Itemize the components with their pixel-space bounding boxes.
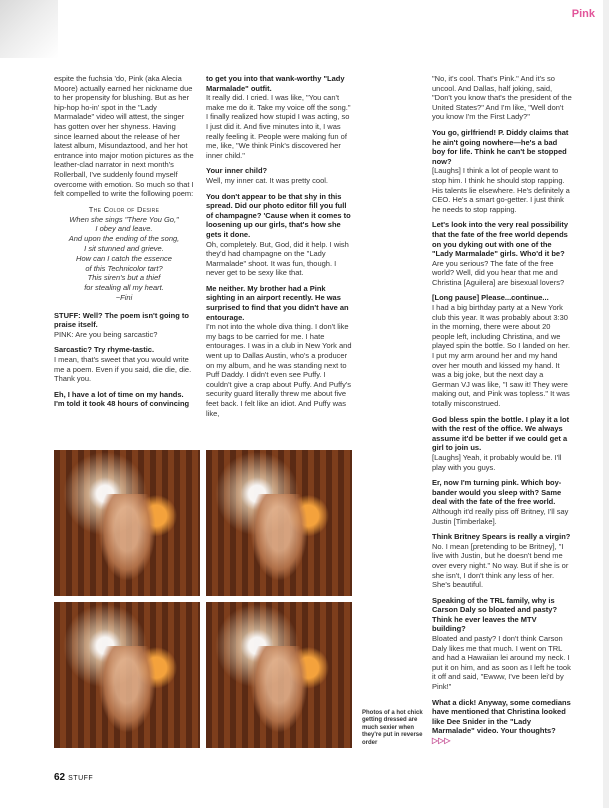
page-number: 62 (54, 772, 66, 783)
column-3 (432, 74, 572, 746)
answer: I'm not into the whole diva thing. I don't like my bags to be carried for me. I hate entourages. I was in a club in New York and went up to Dallas Austin, who's a producer on my album, and he was standing next to Puff Daddy. I didn't even see Puffy. I couldn't give a crap about Puffy. And Puffy's security guard literally threw me about five feet back. I felt like an idiot. And Puffy was like, (206, 322, 352, 418)
question-text: What a dick! Anyway, some comedians have mentioned that Christina looked like Dee Snider in the "Lady Marmalade" video. Your thoughts? (432, 697, 571, 736)
poem-line: for stealing all my heart. (84, 283, 164, 293)
photo-4 (206, 602, 352, 748)
magazine-name: STUFF (68, 775, 94, 782)
answer: PINK: Are you being sarcastic? (54, 329, 158, 339)
question: God bless spin the bottle. I play it a lot with the rest of the office. We always assume it'd be better if we could get a girl to join us. (432, 414, 570, 453)
poem-line: I obey and leave. (95, 224, 153, 234)
question: Sarcastic? Try rhyme-tastic. (54, 345, 155, 355)
photo-grid (54, 450, 352, 748)
poem-title: The Color of Desire (88, 204, 160, 214)
photo-3 (54, 602, 200, 748)
page-folio (54, 772, 93, 783)
photo-1 (54, 450, 200, 596)
answer: Oh, completely. But, God, did it help. I wish they'd had champagne on the "Lady Marmalade" shoot. It was fun, though. I never get to be sexy like that. (206, 239, 349, 278)
answer: Well, my inner cat. It was pretty cool. (206, 175, 328, 185)
answer: No. I mean [pretending to be Britney], "I live with Justin, but he doesn't bend me over every night." No way. But if she is or she isn't, I don't think any less of her. She's beautiful. (432, 541, 569, 590)
poem (54, 205, 194, 303)
poem-line: How can I catch the essence (76, 253, 172, 263)
continue-arrow-icon: ▷▷▷ (432, 736, 451, 745)
poem-line: And upon the ending of the song, (68, 234, 180, 244)
poem-line: When she sings "There You Go," (69, 214, 179, 224)
question: Let's look into the very real possibility that the fate of the free world depends on you dyking out with one of the "Lady Marmalade" girls. Who'd it be? (432, 220, 568, 259)
question: [Long pause] Please...continue... (432, 293, 549, 303)
question: Er, now I'm turning pink. Which boy-bander would you sleep with? Same deal with the fate of the free world. (432, 478, 562, 507)
poem-line: This siren's but a thief (87, 273, 161, 283)
column-2 (206, 74, 352, 424)
question (432, 698, 572, 746)
answer: [Laughs] I think a lot of people want to stop him. I think he should stop rapping. His talents lie elsewhere. He's definitely a CEO. He's a smart go-getter. I just think he needs to stop rapping. (432, 166, 570, 214)
answer: It really did. I cried. I was like, "You can't make me do it. Take my voice off the song." I finally realized how stupid I was acting, so I just did it. And five minutes into it, I was really feeling it. People were making fun of me, like, "We think Pink's discovered her inner child." (206, 93, 351, 160)
answer: [Laughs] Yeah, it probably would be. I'll play with you guys. (432, 452, 562, 472)
question: Your inner child? (206, 166, 268, 176)
column-1 (54, 74, 194, 409)
photo-2 (206, 450, 352, 596)
answer: Are you serious? The fate of the free world? Well, did you hear that me and Christina [Aguilera] are bisexual lovers? (432, 258, 565, 287)
answer: I mean, that's sweet that you would write me a poem. Even if you said, die die, die. Thank you. (54, 355, 192, 384)
question: Speaking of the TRL family, why is Carson Daly so bloated and pasty? Think he ever leaves the MTV building? (432, 595, 558, 634)
question: Me neither. My brother had a Pink sighting in an airport recently. He was surprised to find that you didn't have an entourage. (206, 283, 349, 322)
intro-paragraph: espite the fuchsia 'do, Pink (aka Alecia Moore) actually earned her nickname due to her propensity for blushing. But as her hip-hop ho-in' spot in the "Lady Marmalade" video will attest, the singer has gotten over her shyness. Having since learned about the release of her latest album, Misundaztood, and her hot entrance into major motion pictures as the leather-clad narrator in next month's Rollerball, I've suddenly found myself overcome with emotion. So much so that I felt compelled to write the following poem: (54, 74, 194, 199)
question: Think Britney Spears is really a virgin? (432, 532, 571, 542)
page-edge (603, 0, 609, 808)
poem-line: of this Technicolor tart? (85, 263, 163, 273)
answer: "No, it's cool. That's Pink." And it's so uncool. And Dallas, half joking, said, "Don't you know that's the president of the United States?" And I'm like, "Well don't you know I'm the First Lady?" (432, 74, 572, 122)
answer: Although it'd really piss off Britney, I'll say Justin [Timberlake]. (432, 506, 569, 526)
question: STUFF: Well? The poem isn't going to praise itself. (54, 310, 189, 330)
page-corner-decoration (0, 0, 58, 58)
answer: Bloated and pasty? I don't think Carson Daly likes me that much. I went on TRL and had a Hawaiian lei around my neck. I put it on him, and as soon as I left he took it off and said, "Ewww, I've been lei'd by Pink!" (432, 634, 571, 692)
question: Eh, I have a lot of time on my hands. I'm told it took 48 hours of convincing (54, 389, 190, 409)
question: You go, girlfriend! P. Diddy claims that he ain't going nowhere—he's a bad boy for life. Think he can't be stopped now? (432, 127, 569, 166)
section-tab: Pink (571, 8, 595, 20)
poem-signoff: ~Fini (115, 292, 133, 302)
question: You don't appear to be that shy in this spread. Did our photo editor fill you full of champagne? 'Cause when it comes to loosening up our girls, that's how she gets it done. (206, 191, 351, 239)
poem-line: I sit stunned and grieve. (84, 243, 164, 253)
question: to get you into that wank-worthy "Lady Marmalade" outfit. (206, 74, 345, 93)
answer: I had a big birthday party at a New York club this year. It was probably about 3:30 in the morning, there were about 20 people left, including Christina, and we played spin the bottle. So I landed on her. I put my arm around her and my hand over her mouth and kissed my hand. It was a big joke, but the next day a German VJ was like, "I saw it! They were making out, and Pink was topless." It was totally misconstrued. (432, 303, 571, 408)
photo-caption: Photos of a hot chick getting dressed are much sexier when they're put in reverse order (362, 710, 423, 746)
